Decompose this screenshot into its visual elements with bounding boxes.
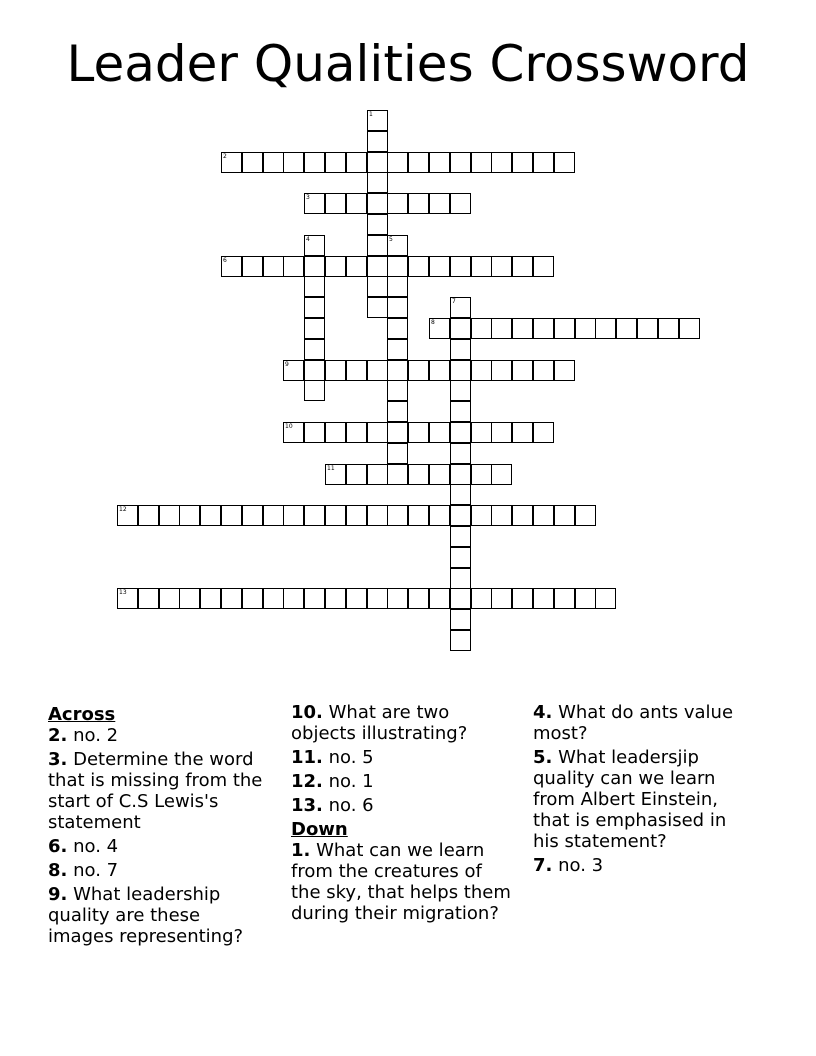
crossword-cell[interactable] bbox=[221, 588, 242, 609]
crossword-cell[interactable] bbox=[159, 588, 180, 609]
crossword-cell[interactable] bbox=[450, 568, 471, 589]
clue-down-1 bbox=[291, 840, 511, 924]
clue-number-label: 5 bbox=[389, 236, 393, 243]
clue-text: What leadersjip quality can we learn from Albert Einstein, that is emphasised in his statement? bbox=[533, 747, 727, 852]
clue-across-10 bbox=[291, 702, 511, 744]
clue-down-4 bbox=[533, 702, 753, 744]
clue-text: What do ants value most? bbox=[533, 702, 734, 744]
crossword-cell[interactable] bbox=[387, 235, 408, 256]
crossword-cell[interactable] bbox=[471, 318, 492, 339]
clue-number-label: 13 bbox=[119, 589, 127, 596]
crossword-cell[interactable] bbox=[367, 276, 388, 297]
clue-number: 13. bbox=[291, 795, 323, 816]
crossword-cell[interactable] bbox=[450, 443, 471, 464]
crossword-cell[interactable] bbox=[387, 401, 408, 422]
clue-number-label: 1 bbox=[369, 111, 373, 118]
clue-text: Determine the word that is missing from the start of C.S Lewis's statement bbox=[48, 749, 263, 833]
crossword-cell[interactable] bbox=[325, 422, 346, 443]
crossword-cell[interactable] bbox=[679, 318, 700, 339]
crossword-cell[interactable] bbox=[450, 609, 471, 630]
crossword-cell[interactable] bbox=[637, 318, 658, 339]
crossword-cell[interactable] bbox=[554, 152, 575, 173]
crossword-cell[interactable] bbox=[304, 360, 325, 381]
crossword-cell[interactable] bbox=[471, 422, 492, 443]
crossword-cell[interactable] bbox=[429, 505, 450, 526]
clue-text: no. 6 bbox=[322, 795, 374, 816]
crossword-cell[interactable] bbox=[367, 464, 388, 485]
crossword-cell[interactable] bbox=[387, 339, 408, 360]
crossword-cell[interactable] bbox=[325, 152, 346, 173]
crossword-cell[interactable] bbox=[179, 588, 200, 609]
clue-number: 5. bbox=[533, 747, 553, 768]
crossword-cell[interactable] bbox=[533, 318, 554, 339]
crossword-cell[interactable] bbox=[325, 193, 346, 214]
crossword-cell[interactable] bbox=[554, 360, 575, 381]
crossword-cell[interactable] bbox=[450, 505, 471, 526]
crossword-cell[interactable] bbox=[533, 360, 554, 381]
crossword-cell[interactable] bbox=[242, 505, 263, 526]
crossword-cell[interactable] bbox=[138, 505, 159, 526]
crossword-cell[interactable] bbox=[304, 276, 325, 297]
clue-number: 11. bbox=[291, 747, 323, 768]
crossword-cell[interactable] bbox=[117, 505, 138, 526]
crossword-cell[interactable] bbox=[429, 464, 450, 485]
crossword-cell[interactable] bbox=[387, 380, 408, 401]
crossword-cell[interactable] bbox=[367, 235, 388, 256]
crossword-cell[interactable] bbox=[429, 256, 450, 277]
crossword-cell[interactable] bbox=[616, 318, 637, 339]
clue-number-label: 10 bbox=[285, 423, 293, 430]
crossword-cell[interactable] bbox=[491, 422, 512, 443]
crossword-cell[interactable] bbox=[595, 318, 616, 339]
clue-number: 1. bbox=[291, 840, 311, 861]
clue-number: 10. bbox=[291, 702, 323, 723]
crossword-cell[interactable] bbox=[512, 422, 533, 443]
crossword-cell[interactable] bbox=[367, 214, 388, 235]
clue-text: no. 3 bbox=[552, 855, 604, 876]
crossword-cell[interactable] bbox=[367, 505, 388, 526]
crossword-cell[interactable] bbox=[367, 193, 388, 214]
crossword-cell[interactable] bbox=[263, 152, 284, 173]
crossword-cell[interactable] bbox=[512, 152, 533, 173]
crossword-cell[interactable] bbox=[179, 505, 200, 526]
crossword-cell[interactable] bbox=[471, 588, 492, 609]
crossword-cell[interactable] bbox=[450, 588, 471, 609]
down-heading: Down bbox=[291, 819, 348, 840]
clue-number-label: 12 bbox=[119, 506, 127, 513]
crossword-cell[interactable] bbox=[450, 526, 471, 547]
crossword-cell[interactable] bbox=[367, 422, 388, 443]
clue-across-9 bbox=[48, 884, 268, 947]
crossword-cell[interactable] bbox=[429, 422, 450, 443]
crossword-cell[interactable] bbox=[325, 464, 346, 485]
crossword-cell[interactable] bbox=[387, 360, 408, 381]
crossword-cell[interactable] bbox=[304, 256, 325, 277]
crossword-cell[interactable] bbox=[304, 152, 325, 173]
clue-number: 6. bbox=[48, 836, 68, 857]
clue-across-11 bbox=[291, 747, 511, 768]
crossword-cell[interactable] bbox=[283, 588, 304, 609]
crossword-cell[interactable] bbox=[533, 152, 554, 173]
crossword-cell[interactable] bbox=[450, 360, 471, 381]
crossword-cell[interactable] bbox=[304, 422, 325, 443]
crossword-cell[interactable] bbox=[221, 152, 242, 173]
crossword-cell[interactable] bbox=[491, 588, 512, 609]
crossword-cell[interactable] bbox=[554, 318, 575, 339]
crossword-cell[interactable] bbox=[283, 505, 304, 526]
clue-number: 8. bbox=[48, 860, 68, 881]
crossword-cell[interactable] bbox=[471, 464, 492, 485]
crossword-cell[interactable] bbox=[408, 464, 429, 485]
crossword-cell[interactable] bbox=[408, 422, 429, 443]
crossword-cell[interactable] bbox=[450, 152, 471, 173]
crossword-cell[interactable] bbox=[471, 505, 492, 526]
crossword-cell[interactable] bbox=[387, 318, 408, 339]
crossword-cell[interactable] bbox=[367, 110, 388, 131]
crossword-cell[interactable] bbox=[283, 422, 304, 443]
crossword-cell[interactable] bbox=[367, 360, 388, 381]
crossword-cell[interactable] bbox=[283, 360, 304, 381]
crossword-cell[interactable] bbox=[221, 256, 242, 277]
crossword-cell[interactable] bbox=[346, 505, 367, 526]
clue-across-13 bbox=[291, 795, 511, 816]
clue-number: 2. bbox=[48, 725, 68, 746]
crossword-cell[interactable] bbox=[491, 256, 512, 277]
crossword-cell[interactable] bbox=[325, 360, 346, 381]
crossword-cell[interactable] bbox=[450, 547, 471, 568]
clue-across-2 bbox=[48, 725, 268, 746]
crossword-cell[interactable] bbox=[346, 464, 367, 485]
crossword-cell[interactable] bbox=[471, 256, 492, 277]
crossword-cell[interactable] bbox=[512, 318, 533, 339]
crossword-cell[interactable] bbox=[387, 276, 408, 297]
clue-down-5 bbox=[533, 747, 753, 852]
crossword-cell[interactable] bbox=[533, 505, 554, 526]
crossword-cell[interactable] bbox=[491, 360, 512, 381]
crossword-cell[interactable] bbox=[450, 318, 471, 339]
clue-number-label: 11 bbox=[327, 465, 335, 472]
clue-number: 9. bbox=[48, 884, 68, 905]
crossword-cell[interactable] bbox=[346, 256, 367, 277]
clue-text: no. 5 bbox=[322, 747, 374, 768]
crossword-cell[interactable] bbox=[450, 422, 471, 443]
crossword-cell[interactable] bbox=[367, 297, 388, 318]
crossword-cell[interactable] bbox=[304, 318, 325, 339]
crossword-cell[interactable] bbox=[429, 318, 450, 339]
crossword-cell[interactable] bbox=[450, 193, 471, 214]
crossword-cell[interactable] bbox=[408, 256, 429, 277]
crossword-cell[interactable] bbox=[304, 380, 325, 401]
crossword-cell[interactable] bbox=[387, 588, 408, 609]
crossword-cell[interactable] bbox=[304, 193, 325, 214]
clue-number-label: 2 bbox=[223, 153, 227, 160]
crossword-cell[interactable] bbox=[263, 256, 284, 277]
clue-across-12 bbox=[291, 771, 511, 792]
crossword-cell[interactable] bbox=[450, 380, 471, 401]
crossword-cell[interactable] bbox=[429, 360, 450, 381]
crossword-cell[interactable] bbox=[200, 505, 221, 526]
crossword-cell[interactable] bbox=[471, 152, 492, 173]
crossword-cell[interactable] bbox=[408, 360, 429, 381]
crossword-cell[interactable] bbox=[450, 339, 471, 360]
crossword-cell[interactable] bbox=[512, 256, 533, 277]
crossword-cell[interactable] bbox=[304, 339, 325, 360]
crossword-cell[interactable] bbox=[471, 360, 492, 381]
crossword-cell[interactable] bbox=[450, 484, 471, 505]
crossword-cell[interactable] bbox=[367, 588, 388, 609]
crossword-cell[interactable] bbox=[242, 588, 263, 609]
clue-text: no. 7 bbox=[67, 860, 119, 881]
crossword-cell[interactable] bbox=[325, 588, 346, 609]
crossword-cell[interactable] bbox=[283, 152, 304, 173]
crossword-cell[interactable] bbox=[367, 172, 388, 193]
clue-column-1 bbox=[48, 702, 268, 950]
clue-number-label: 6 bbox=[223, 257, 227, 264]
crossword-cell[interactable] bbox=[408, 588, 429, 609]
crossword-cell[interactable] bbox=[263, 505, 284, 526]
crossword-cell[interactable] bbox=[429, 588, 450, 609]
page-title: Leader Qualities Crossword bbox=[66, 35, 750, 93]
clue-number-label: 9 bbox=[285, 361, 289, 368]
clue-number: 4. bbox=[533, 702, 553, 723]
crossword-cell[interactable] bbox=[450, 401, 471, 422]
crossword-cell[interactable] bbox=[346, 193, 367, 214]
crossword-cell[interactable] bbox=[512, 360, 533, 381]
crossword-cell[interactable] bbox=[429, 152, 450, 173]
crossword-cell[interactable] bbox=[242, 256, 263, 277]
crossword-cell[interactable] bbox=[491, 152, 512, 173]
crossword-cell[interactable] bbox=[242, 152, 263, 173]
crossword-cell[interactable] bbox=[387, 152, 408, 173]
clue-across-6 bbox=[48, 836, 268, 857]
crossword-cell[interactable] bbox=[450, 464, 471, 485]
crossword-cell[interactable] bbox=[450, 630, 471, 651]
clue-number-label: 3 bbox=[306, 194, 310, 201]
crossword-cell[interactable] bbox=[533, 588, 554, 609]
clue-number-label: 4 bbox=[306, 236, 310, 243]
crossword-cell[interactable] bbox=[554, 505, 575, 526]
crossword-cell[interactable] bbox=[263, 588, 284, 609]
clue-column-3 bbox=[533, 702, 753, 879]
crossword-cell[interactable] bbox=[575, 505, 596, 526]
clue-text: no. 1 bbox=[322, 771, 374, 792]
clue-text: no. 2 bbox=[67, 725, 119, 746]
crossword-cell[interactable] bbox=[491, 464, 512, 485]
crossword-cell[interactable] bbox=[595, 588, 616, 609]
crossword-cell[interactable] bbox=[491, 505, 512, 526]
crossword-cell[interactable] bbox=[304, 505, 325, 526]
crossword-cell[interactable] bbox=[367, 131, 388, 152]
crossword-cell[interactable] bbox=[346, 360, 367, 381]
clue-text: What leadership quality are these images representing? bbox=[48, 884, 244, 947]
crossword-cell[interactable] bbox=[283, 256, 304, 277]
clue-number: 3. bbox=[48, 749, 68, 770]
crossword-cell[interactable] bbox=[491, 318, 512, 339]
crossword-cell[interactable] bbox=[429, 193, 450, 214]
clue-number-label: 7 bbox=[452, 298, 456, 305]
crossword-cell[interactable] bbox=[575, 588, 596, 609]
crossword-cell[interactable] bbox=[117, 588, 138, 609]
crossword-cell[interactable] bbox=[450, 256, 471, 277]
crossword-cell[interactable] bbox=[450, 297, 471, 318]
crossword-cell[interactable] bbox=[387, 256, 408, 277]
crossword-cell[interactable] bbox=[304, 297, 325, 318]
clue-number-label: 8 bbox=[431, 319, 435, 326]
crossword-cell[interactable] bbox=[387, 443, 408, 464]
crossword-cell[interactable] bbox=[387, 422, 408, 443]
crossword-cell[interactable] bbox=[387, 505, 408, 526]
crossword-cell[interactable] bbox=[387, 297, 408, 318]
clue-across-3 bbox=[48, 749, 268, 833]
clue-text: no. 4 bbox=[67, 836, 119, 857]
crossword-cell[interactable] bbox=[533, 256, 554, 277]
crossword-cell[interactable] bbox=[408, 152, 429, 173]
clue-down-7 bbox=[533, 855, 753, 876]
across-heading: Across bbox=[48, 704, 116, 725]
crossword-cell[interactable] bbox=[346, 152, 367, 173]
crossword-cell[interactable] bbox=[575, 318, 596, 339]
crossword-cell[interactable] bbox=[221, 505, 242, 526]
clue-across-8 bbox=[48, 860, 268, 881]
crossword-cell[interactable] bbox=[200, 588, 221, 609]
crossword-cell[interactable] bbox=[387, 464, 408, 485]
crossword-cell[interactable] bbox=[304, 235, 325, 256]
crossword-cell[interactable] bbox=[325, 256, 346, 277]
crossword-cell[interactable] bbox=[512, 588, 533, 609]
clue-number: 7. bbox=[533, 855, 553, 876]
crossword-cell[interactable] bbox=[512, 505, 533, 526]
crossword-cell[interactable] bbox=[533, 422, 554, 443]
crossword-cell[interactable] bbox=[408, 193, 429, 214]
crossword-cell[interactable] bbox=[159, 505, 180, 526]
crossword-cell[interactable] bbox=[325, 505, 346, 526]
clue-column-2 bbox=[291, 702, 511, 927]
crossword-cell[interactable] bbox=[138, 588, 159, 609]
clue-number: 12. bbox=[291, 771, 323, 792]
crossword-cell[interactable] bbox=[408, 505, 429, 526]
crossword-cell[interactable] bbox=[658, 318, 679, 339]
clue-text: What can we learn from the creatures of the sky, that helps them during their migration? bbox=[291, 840, 511, 924]
crossword-cell[interactable] bbox=[346, 422, 367, 443]
crossword-cell[interactable] bbox=[304, 588, 325, 609]
crossword-cell[interactable] bbox=[367, 256, 388, 277]
crossword-cell[interactable] bbox=[346, 588, 367, 609]
crossword-cell[interactable] bbox=[387, 193, 408, 214]
crossword-cell[interactable] bbox=[367, 152, 388, 173]
crossword-cell[interactable] bbox=[554, 588, 575, 609]
clue-text: What are two objects illustrating? bbox=[291, 702, 468, 744]
